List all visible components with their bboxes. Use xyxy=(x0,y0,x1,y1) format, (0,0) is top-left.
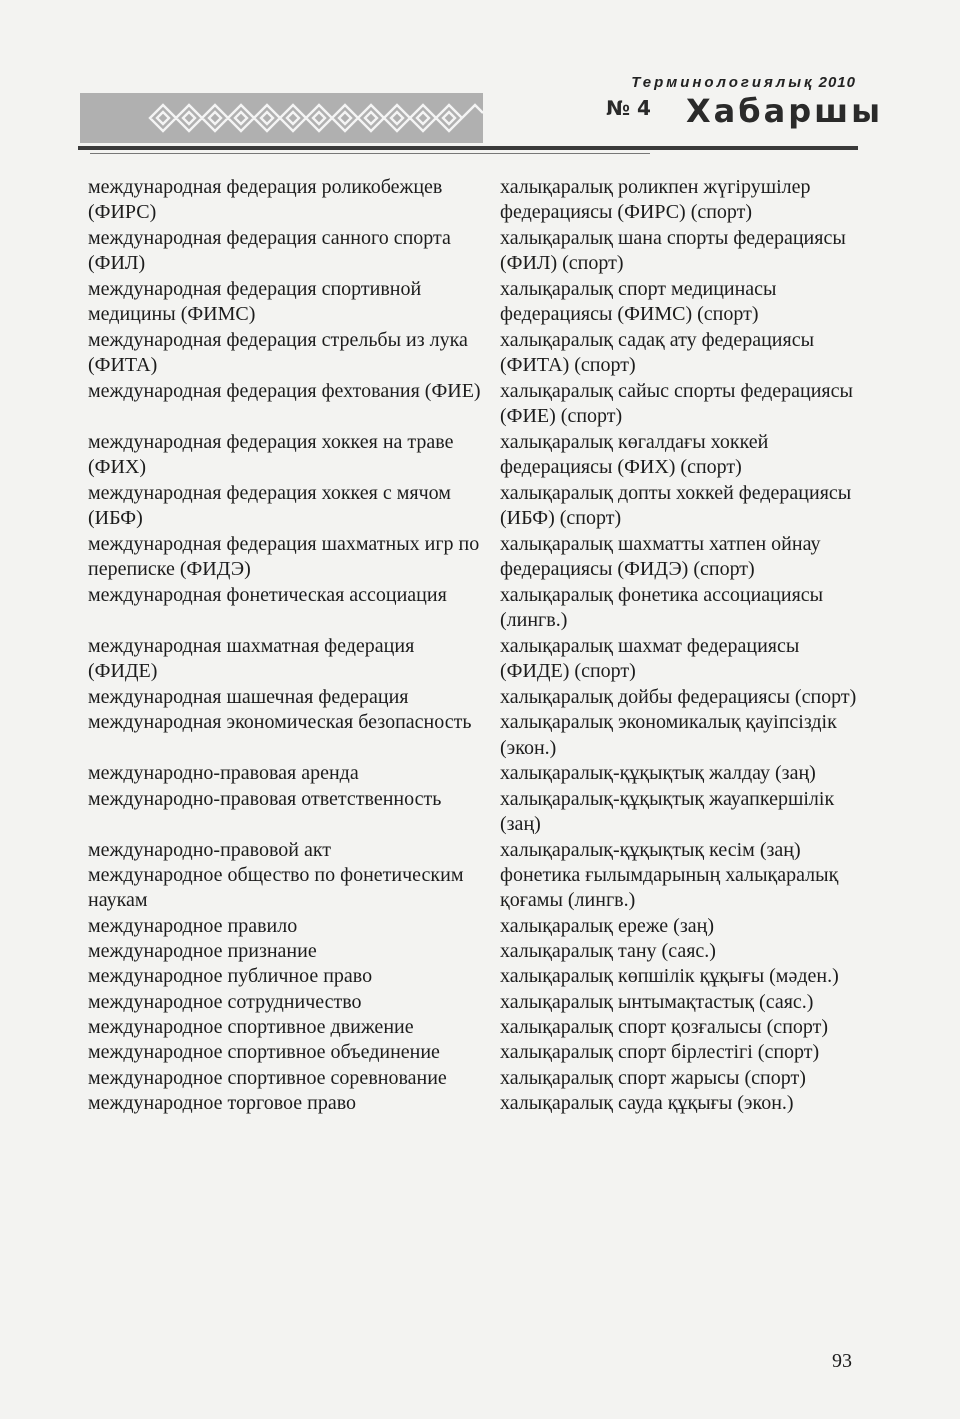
russian-term: международное публичное право xyxy=(88,965,373,988)
glossary-entry xyxy=(0,863,960,914)
kazakh-term: халықаралық допты хоккей федерациясы (ИБФ) (спорт) xyxy=(500,482,852,530)
kazakh-term: халықаралық көгалдағы хоккей федерациясы (ФИХ) (спорт) xyxy=(500,431,769,479)
kazakh-term: халықаралық көпшілік құқығы (мәден.) xyxy=(500,965,839,988)
kazakh-term: халықаралық спорт бірлестігі (спорт) xyxy=(500,1041,820,1064)
glossary-entry xyxy=(0,379,960,430)
glossary-entry xyxy=(0,710,960,761)
kazakh-term: халықаралық шана спорты федерациясы (ФИЛ) (спорт) xyxy=(500,227,846,275)
russian-term: международная федерация санного спорта (ФИЛ) xyxy=(88,227,451,275)
glossary-entry xyxy=(0,1040,960,1065)
glossary-entry xyxy=(0,175,960,226)
russian-term: международное общество по фонетическим наукам xyxy=(88,863,464,912)
glossary-entry xyxy=(0,787,960,838)
kazakh-term: халықаралық дойбы федерациясы (спорт) xyxy=(500,686,857,708)
kazakh-term: халықаралық-құқықтық жалдау (заң) xyxy=(500,762,816,785)
glossary-entry xyxy=(0,964,960,989)
russian-term: международная экономическая безопасность xyxy=(88,711,472,734)
russian-term: международная федерация фехтования (ФИЕ) xyxy=(88,380,481,402)
russian-term: международно-правовой акт xyxy=(88,838,332,861)
glossary-entry xyxy=(0,226,960,277)
kazakh-term: халықаралық спорт медицинасы федерациясы (ФИМС) (спорт) xyxy=(500,278,777,326)
russian-term: международная федерация роликобежцев (ФИРС) xyxy=(88,176,443,224)
glossary-entry xyxy=(0,914,960,939)
kazakh-term: халықаралық спорт жарысы (спорт) xyxy=(500,1066,806,1089)
journal-kicker-text: Терминологиялық xyxy=(631,74,815,91)
kazakh-term: халықаралық фонетика ассоциациясы (лингв.) xyxy=(500,584,824,632)
russian-term: международно-правовая аренда xyxy=(88,762,359,785)
russian-term: международная шахматная федерация (ФИДЕ) xyxy=(88,635,415,683)
glossary-entry xyxy=(0,1015,960,1040)
kazakh-term: халықаралық роликпен жүгірушілер федерациясы (ФИРС) (спорт) xyxy=(500,176,811,224)
russian-term: международная федерация шахматных игр по переписке (ФИДЭ) xyxy=(88,533,480,581)
glossary-entry xyxy=(0,481,960,532)
glossary-entry xyxy=(0,430,960,481)
kazakh-term: халықаралық садақ ату федерациясы (ФИТА) (спорт) xyxy=(500,329,815,377)
russian-term: международная шашечная федерация xyxy=(88,686,409,708)
kazakh-term: халықаралық ынтымақтастық (саяс.) xyxy=(500,990,814,1013)
kazakh-term: халықаралық экономикалық қауіпсіздік (экон.) xyxy=(500,711,837,759)
journal-title: Хабаршы xyxy=(686,92,884,130)
glossary-entry xyxy=(0,761,960,786)
kazakh-term: халықаралық шахмат федерациясы (ФИДЕ) (спорт) xyxy=(500,635,800,683)
glossary-entry xyxy=(0,277,960,328)
russian-term: международное признание xyxy=(88,940,317,963)
kazakh-term: фонетика ғылымдарының халықаралық қоғамы (лингв.) xyxy=(500,863,839,912)
kazakh-term: халықаралық-құқықтық кесім (заң) xyxy=(500,838,801,861)
russian-term: международная фонетическая ассоциация xyxy=(88,584,447,606)
glossary-entry xyxy=(0,939,960,964)
russian-term: международное торговое право xyxy=(88,1091,357,1114)
glossary-entry xyxy=(0,990,960,1015)
russian-term: международное сотрудничество xyxy=(88,990,362,1013)
kazakh-term: халықаралық ереже (заң) xyxy=(500,914,714,937)
kazakh-term: халықаралық спорт қозғалысы (спорт) xyxy=(500,1016,829,1039)
kazakh-term: халықаралық тану (саяс.) xyxy=(500,940,716,963)
russian-term: международная федерация спортивной медицины (ФИМС) xyxy=(88,278,422,326)
glossary-entry xyxy=(0,328,960,379)
issue-number: № 4 xyxy=(606,96,651,120)
russian-term: международное правило xyxy=(88,914,298,937)
glossary-entry xyxy=(0,583,960,634)
glossary-entry xyxy=(0,1066,960,1091)
kazakh-term: халықаралық-құқықтық жауапкершілік (заң) xyxy=(500,787,835,835)
header-rule xyxy=(78,146,858,150)
ornament-icon xyxy=(80,93,483,143)
kazakh-term: халықаралық шахматты хатпен ойнау федерациясы (ФИДЭ) (спорт) xyxy=(500,533,821,581)
russian-term: международная федерация хоккея с мячом (ИБФ) xyxy=(88,482,451,530)
russian-term: международно-правовая ответственность xyxy=(88,787,442,810)
header-rule-thin xyxy=(90,153,650,154)
glossary-entry xyxy=(0,634,960,685)
glossary-list xyxy=(0,175,960,1116)
journal-year: 2010 xyxy=(818,74,856,91)
kazakh-term: халықаралық сайыс спорты федерациясы (ФИЕ) (спорт) xyxy=(500,380,853,428)
glossary-entry xyxy=(0,685,960,710)
russian-term: международная федерация стрельбы из лука (ФИТА) xyxy=(88,329,468,377)
journal-kicker xyxy=(631,74,856,91)
kazakh-term: халықаралық сауда құқығы (экон.) xyxy=(500,1091,794,1114)
ornament-banner xyxy=(80,93,483,143)
glossary-entry xyxy=(0,838,960,863)
russian-term: международное спортивное объединение xyxy=(88,1041,440,1064)
page-number: 93 xyxy=(832,1350,852,1372)
russian-term: международная федерация хоккея на траве (ФИХ) xyxy=(88,431,454,479)
glossary-entry xyxy=(0,532,960,583)
glossary-entry xyxy=(0,1091,960,1116)
russian-term: международное спортивное соревнование xyxy=(88,1066,447,1089)
russian-term: международное спортивное движение xyxy=(88,1016,414,1039)
